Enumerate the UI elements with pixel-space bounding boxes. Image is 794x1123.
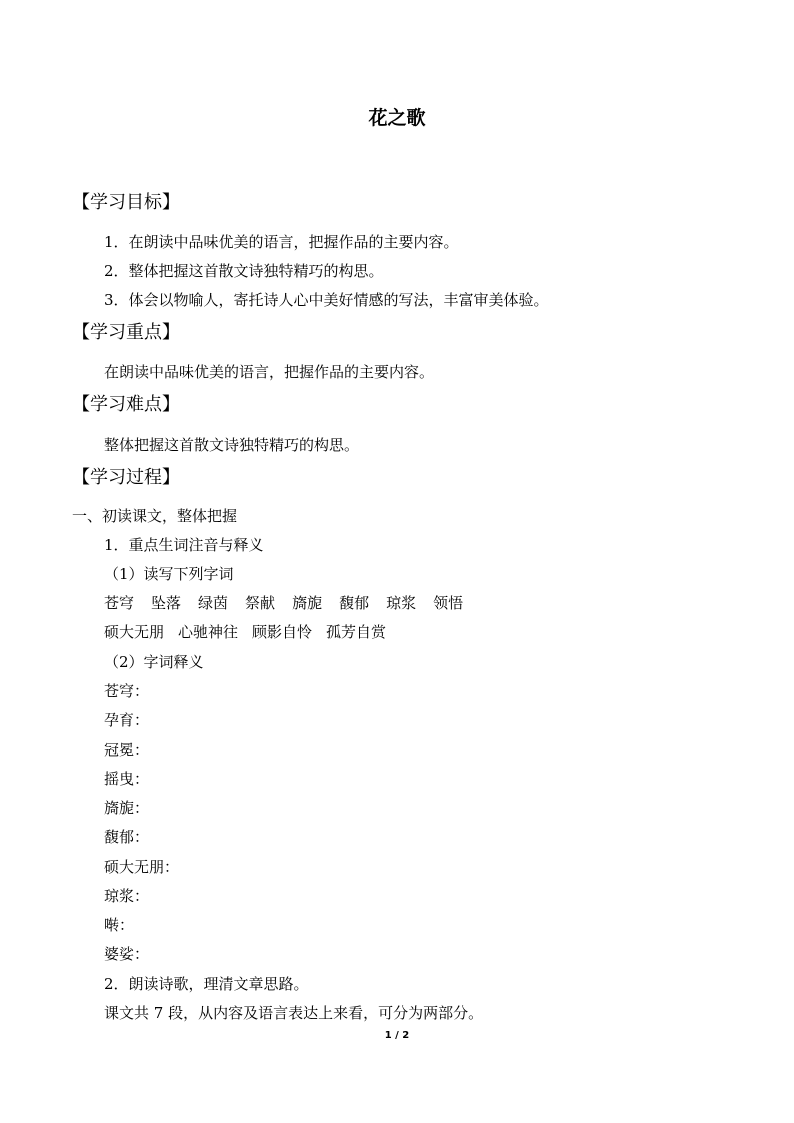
vocab-word: 领悟 [433, 594, 464, 612]
vocab-word: 硕大无朋 [104, 623, 165, 641]
vocab-word: 琼浆 [386, 594, 417, 612]
definition-item: 婆娑： [104, 945, 150, 963]
definition-item: 琼浆： [104, 887, 150, 905]
vocab-word: 旖旎 [292, 594, 323, 612]
definition-item: 啭： [104, 916, 135, 934]
objective-item-2: 2．整体把握这首散文诗独特精巧的构思。 [104, 262, 384, 280]
vocab-word: 顾影自怜 [252, 623, 313, 641]
sub1-title: （1）读写下列字词 [104, 565, 234, 583]
vocab-row-1 [104, 593, 480, 613]
definition-item: 硕大无朋： [104, 858, 180, 876]
page-number: 1 / 2 [384, 1030, 410, 1041]
document-title: 花之歌 [368, 107, 426, 129]
vocab-word: 坠落 [151, 594, 182, 612]
sub2-title: （2）字词释义 [104, 653, 204, 671]
definition-item: 冠冕： [104, 741, 150, 759]
vocab-word: 心驰神往 [178, 623, 239, 641]
vocab-word: 绿茵 [198, 594, 229, 612]
process-heading: 【学习过程】 [72, 467, 180, 488]
vocab-word: 馥郁 [339, 594, 370, 612]
vocab-word: 苍穹 [104, 594, 135, 612]
vocab-word: 孤芳自赏 [326, 623, 387, 641]
definition-item: 旖旎： [104, 799, 150, 817]
objective-item-3: 3．体会以物喻人，寄托诗人心中美好情感的写法，丰富审美体验。 [104, 291, 549, 309]
difficulty-heading: 【学习难点】 [72, 394, 180, 415]
part1-title: 一、初读课文，整体把握 [72, 507, 238, 525]
step2-title: 2．朗读诗歌，理清文章思路。 [104, 975, 309, 993]
objectives-heading: 【学习目标】 [72, 192, 180, 213]
step2-text: 课文共 7 段，从内容及语言表达上来看，可分为两部分。 [104, 1004, 484, 1022]
objective-item-1: 1．在朗读中品味优美的语言，把握作品的主要内容。 [104, 233, 459, 251]
difficulty-text: 整体把握这首散文诗独特精巧的构思。 [104, 436, 360, 454]
definition-item: 苍穹： [104, 682, 150, 700]
vocab-word: 祭献 [245, 594, 276, 612]
focus-text: 在朗读中品味优美的语言，把握作品的主要内容。 [104, 363, 435, 381]
vocab-row-2 [104, 622, 400, 642]
focus-heading: 【学习重点】 [72, 322, 180, 343]
step1-title: 1．重点生词注音与释义 [104, 536, 264, 554]
definition-item: 孕育： [104, 711, 150, 729]
definition-item: 馥郁： [104, 828, 150, 846]
definition-item: 摇曳： [104, 770, 150, 788]
